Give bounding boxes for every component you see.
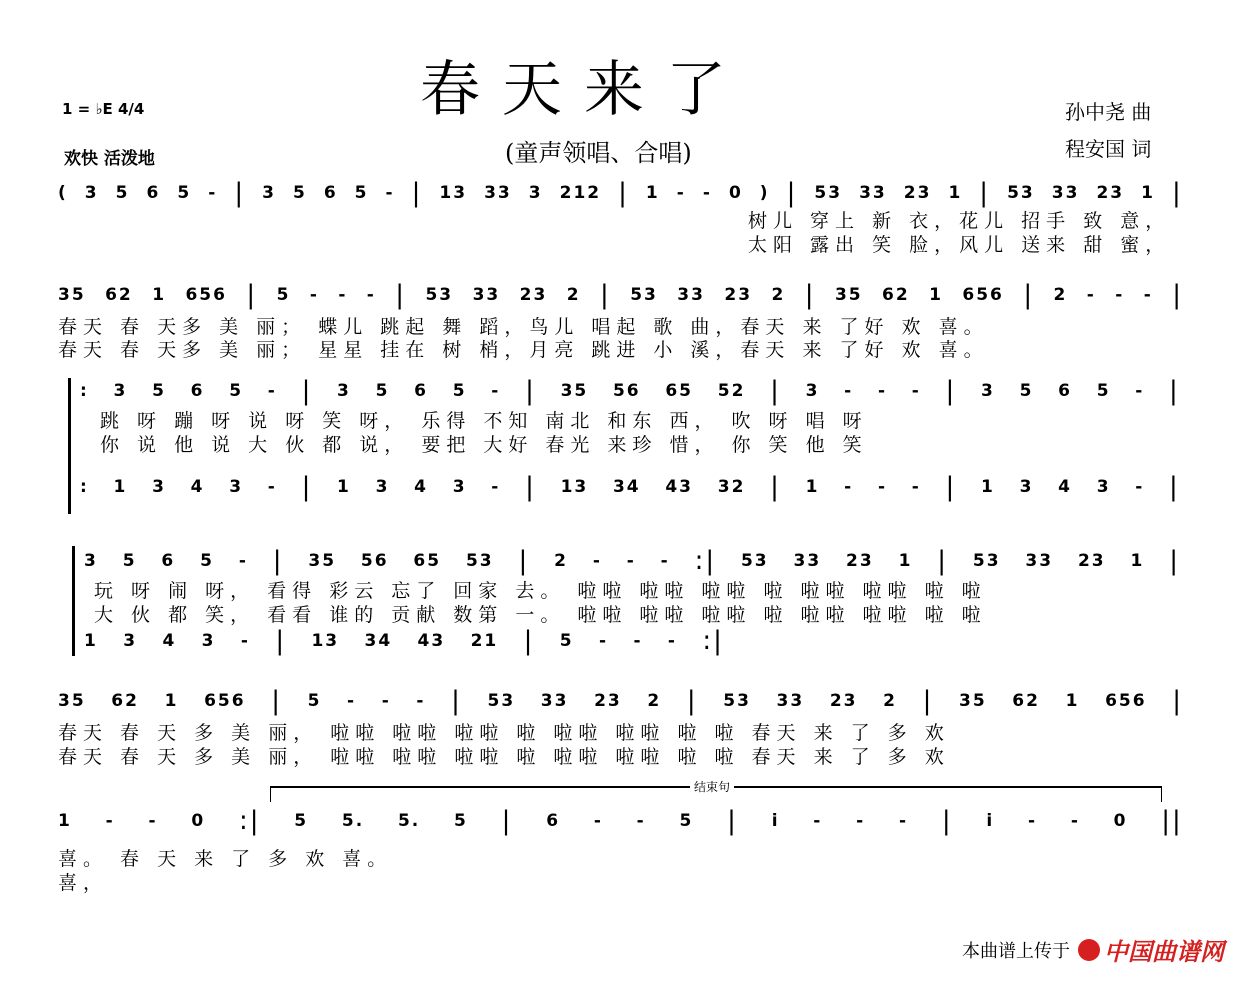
note: 1: [948, 183, 963, 203]
note: 52: [717, 381, 746, 401]
note: 3: [528, 183, 543, 203]
note: 33: [1025, 551, 1054, 571]
note: i: [986, 811, 995, 831]
note: -: [813, 811, 823, 831]
note: 6: [323, 183, 338, 203]
note: -: [491, 381, 501, 401]
lyricist-credit: 程安国 词: [1065, 137, 1152, 161]
barline: |: [246, 280, 258, 310]
note: -: [592, 551, 602, 571]
notation-line-lower: [84, 626, 724, 656]
note: 53: [630, 285, 658, 305]
note: 1: [84, 631, 98, 651]
score-system-2: [58, 280, 1183, 360]
system-brace: [68, 378, 71, 514]
note: -: [1135, 381, 1145, 401]
note: 43: [417, 631, 446, 651]
note: -: [844, 381, 854, 401]
note: -: [877, 381, 888, 401]
note: 5: [276, 285, 291, 305]
note: 1: [1065, 691, 1080, 711]
note: 3: [452, 477, 467, 497]
note: 32: [717, 477, 746, 497]
ending-label: 结束句: [690, 778, 734, 795]
barline: :|: [694, 546, 717, 576]
note: 23: [519, 285, 548, 305]
note: -: [416, 691, 426, 711]
note: -: [309, 285, 319, 305]
note: 33: [776, 691, 805, 711]
note: 5: [307, 691, 322, 711]
note: 3: [337, 381, 351, 401]
note: 3: [805, 381, 820, 401]
note: 5: [454, 811, 468, 831]
note: 53: [425, 285, 454, 305]
note: i: [771, 811, 780, 831]
note: 3: [1096, 477, 1111, 497]
note: 13: [439, 183, 468, 203]
barline: |: [501, 806, 513, 836]
note: 3: [262, 183, 276, 203]
system-brace: [72, 546, 75, 656]
note: 5: [559, 631, 574, 651]
barline: |: [1169, 376, 1180, 406]
note: 6: [146, 183, 161, 203]
barline: |: [411, 178, 423, 208]
note: :: [80, 381, 89, 401]
barline: |: [451, 686, 462, 716]
note: -: [676, 183, 686, 203]
barline: |: [786, 178, 798, 208]
notation-line: [58, 686, 1183, 716]
note: 2: [647, 691, 662, 711]
note: -: [1135, 477, 1145, 497]
barline: |: [618, 178, 629, 208]
note: 23: [594, 691, 622, 711]
note: 13: [311, 631, 340, 651]
note: 53: [465, 551, 494, 571]
note: 23: [903, 183, 932, 203]
note: -: [877, 477, 888, 497]
note: -: [844, 477, 854, 497]
note: 5: [200, 551, 214, 571]
barline: |: [945, 376, 957, 406]
note: 53: [723, 691, 751, 711]
barline: |: [804, 280, 816, 310]
barline: |: [1172, 178, 1183, 208]
composer-credit: 孙中尧 曲: [1065, 100, 1152, 124]
notation-line-upper: [84, 546, 1180, 576]
lyric-line-2: 大 伙 都 笑， 看看 谁的 贡献 数第 一。 啦啦 啦啦 啦啦 啦 啦啦 啦啦 啦 啦: [94, 604, 987, 626]
note: 3: [981, 381, 995, 401]
note: 1: [929, 285, 943, 305]
note: 5: [177, 183, 192, 203]
note: 4: [1058, 477, 1072, 497]
note: -: [1070, 811, 1080, 831]
note: -: [911, 381, 921, 401]
note: 5.: [341, 811, 365, 831]
note: 0: [1113, 811, 1128, 831]
barline: |: [271, 686, 282, 716]
note: -: [208, 183, 218, 203]
note: 65: [665, 381, 694, 401]
barline: |: [518, 546, 530, 576]
site-logo-icon: [1078, 939, 1100, 961]
note: 6: [1058, 381, 1072, 401]
barline: |: [1169, 472, 1180, 502]
note: -: [238, 551, 248, 571]
barline: |: [770, 472, 781, 502]
note: 3: [123, 631, 138, 651]
note: 53: [814, 183, 843, 203]
score-system-4: [84, 546, 1180, 656]
note: 3: [375, 477, 390, 497]
note: 53: [1007, 183, 1035, 203]
notation-line-upper: [80, 376, 1180, 406]
note: 656: [185, 285, 227, 305]
barline: |: [1172, 686, 1183, 716]
note: -: [240, 631, 250, 651]
notation-line-lower: [80, 472, 1180, 502]
note: 656: [204, 691, 246, 711]
note: 13: [560, 477, 589, 497]
note: -: [366, 285, 376, 305]
note: 5: [1019, 381, 1034, 401]
note: 35: [308, 551, 337, 571]
note: 43: [665, 477, 694, 497]
note: 3: [229, 477, 244, 497]
note: -: [1143, 285, 1153, 305]
note: 1: [805, 477, 820, 497]
note: 33: [859, 183, 887, 203]
barline: ||: [1161, 806, 1183, 836]
barline: |: [945, 472, 957, 502]
note: 3: [1019, 477, 1034, 497]
tempo-marking: 欢快 活泼地: [64, 149, 155, 169]
note: -: [898, 811, 909, 831]
score-system-1: [58, 178, 1183, 258]
lyric-line-1: 树儿 穿上 新 衣，花儿 招手 致 意，: [748, 210, 1171, 232]
note: -: [338, 285, 348, 305]
note: 6: [161, 551, 176, 571]
note: 4: [190, 477, 205, 497]
score-system-3: [80, 376, 1180, 516]
note: -: [911, 477, 921, 497]
note: 33: [540, 691, 569, 711]
notation-line: [58, 806, 1183, 836]
barline: :|: [238, 806, 261, 836]
note: 35: [560, 381, 589, 401]
note: 1: [337, 477, 351, 497]
note: 5: [229, 381, 244, 401]
barline: |: [525, 376, 536, 406]
note: 3: [113, 381, 128, 401]
note: -: [702, 183, 712, 203]
barline: |: [1169, 546, 1180, 576]
note: 33: [793, 551, 822, 571]
barline: |: [523, 626, 535, 656]
barline: |: [275, 626, 287, 656]
note: 1: [898, 551, 913, 571]
note: 1: [164, 691, 179, 711]
note: -: [267, 477, 277, 497]
barline: |: [301, 376, 313, 406]
note: 5: [294, 811, 309, 831]
note: 5: [354, 183, 369, 203]
notation-line: [58, 280, 1183, 310]
note: 656: [962, 285, 1004, 305]
note: 5: [1096, 381, 1111, 401]
note: 1: [645, 183, 660, 203]
note: 5: [452, 381, 467, 401]
note: 3: [152, 477, 166, 497]
site-logo[interactable]: [1078, 932, 1224, 967]
note: 4: [162, 631, 177, 651]
lyric-line-1: 春天 春 天多 美 丽； 蝶儿 跳起 舞 蹈，鸟儿 唱起 歌 曲，春天 来 了好 欢 喜。: [58, 316, 989, 338]
song-subtitle: (童声领唱、合唱): [505, 139, 692, 167]
note: -: [636, 811, 646, 831]
note: -: [856, 811, 866, 831]
note: -: [148, 811, 158, 831]
upload-footer: [962, 932, 1224, 967]
note: 2: [566, 285, 581, 305]
note: -: [660, 551, 670, 571]
note: 5: [292, 183, 307, 203]
note: 23: [724, 285, 753, 305]
note: 65: [413, 551, 442, 571]
note: 33: [1051, 183, 1080, 203]
note: -: [491, 477, 501, 497]
notation-line: [58, 178, 1183, 208]
score-system-5: [58, 686, 1183, 766]
note: 53: [487, 691, 516, 711]
note: 3: [84, 551, 98, 571]
note: 33: [472, 285, 501, 305]
note: 23: [829, 691, 858, 711]
site-logo-text: 中国曲谱网: [1104, 938, 1224, 966]
note: 0: [191, 811, 206, 831]
note: 23: [1096, 183, 1125, 203]
note: -: [385, 183, 395, 203]
barline: |: [301, 472, 313, 502]
note: 1: [113, 477, 128, 497]
note: 0: [728, 183, 743, 203]
song-title: 春天来了: [420, 55, 748, 125]
lyric-line-2: 春天 春 天 多 美 丽， 啦啦 啦啦 啦啦 啦 啦啦 啦啦 啦 啦 春天 来 了 多 欢: [58, 746, 950, 768]
note: 35: [834, 285, 863, 305]
note: 5.: [397, 811, 421, 831]
barline: |: [600, 280, 611, 310]
lyric-line-1: 喜。 春 天 来 了 多 欢 喜。: [58, 848, 393, 870]
note: 23: [1077, 551, 1106, 571]
note: -: [633, 631, 643, 651]
note: 21: [470, 631, 499, 651]
footer-text: 本曲谱上传于: [962, 940, 1070, 962]
note: 6: [414, 381, 429, 401]
note: 33: [484, 183, 512, 203]
note: 656: [1105, 691, 1147, 711]
note: 5: [375, 381, 390, 401]
note: -: [1115, 285, 1125, 305]
barline: |: [979, 178, 991, 208]
note: -: [1027, 811, 1038, 831]
note: 2: [771, 285, 786, 305]
note: 56: [360, 551, 389, 571]
barline: |: [395, 280, 407, 310]
note: 1: [1141, 183, 1155, 203]
lyric-line-2: 春天 春 天多 美 丽； 星星 挂在 树 梢，月亮 跳进 小 溪，春天 来 了好 欢 喜。: [58, 339, 989, 361]
note: -: [626, 551, 636, 571]
note: 53: [740, 551, 769, 571]
note: 5: [122, 551, 137, 571]
note: 1: [981, 477, 995, 497]
note: 4: [414, 477, 429, 497]
note: 3: [201, 631, 216, 651]
note: :: [80, 477, 89, 497]
note: 1: [58, 811, 72, 831]
key-signature: 1 = ♭E 4/4: [62, 100, 145, 118]
lyric-line-2: 你 说 他 说 大 伙 都 说， 要把 大好 春光 来珍 惜， 你 笑 他 笑: [100, 434, 868, 456]
score-system-6: [58, 806, 1183, 896]
barline: |: [686, 686, 698, 716]
note: 53: [972, 551, 1001, 571]
note: -: [667, 631, 677, 651]
note: 2: [883, 691, 897, 711]
note: -: [381, 691, 391, 711]
note: 62: [1012, 691, 1040, 711]
note: -: [1086, 285, 1096, 305]
lyric-line-1: 春天 春 天 多 美 丽， 啦啦 啦啦 啦啦 啦 啦啦 啦啦 啦 啦 春天 来 了 多 欢: [58, 722, 950, 744]
lyric-line-1: 跳 呀 蹦 呀 说 呀 笑 呀， 乐得 不知 南北 和东 西， 吹 呀 唱 呀: [100, 410, 868, 432]
barline: |: [922, 686, 934, 716]
note: -: [267, 381, 277, 401]
note: 1: [1130, 551, 1145, 571]
note: 35: [959, 691, 987, 711]
note: 56: [612, 381, 641, 401]
note: 2: [554, 551, 568, 571]
barline: :|: [702, 626, 724, 656]
note: 2: [1053, 285, 1068, 305]
note: 5: [679, 811, 694, 831]
note: 62: [882, 285, 910, 305]
note: -: [593, 811, 603, 831]
note: -: [105, 811, 115, 831]
barline: |: [941, 806, 953, 836]
note: 5: [115, 183, 130, 203]
note: ): [759, 183, 770, 203]
barline: |: [234, 178, 246, 208]
lyric-line-2: 喜，: [58, 872, 109, 894]
barline: |: [727, 806, 738, 836]
note: 6: [546, 811, 561, 831]
note: -: [599, 631, 609, 651]
note: 212: [559, 183, 602, 203]
note: 35: [58, 285, 86, 305]
note: 62: [111, 691, 139, 711]
barline: |: [937, 546, 949, 576]
note: 34: [364, 631, 393, 651]
note: 23: [846, 551, 874, 571]
note: 1: [152, 285, 167, 305]
note: 62: [105, 285, 133, 305]
note: 3: [84, 183, 99, 203]
barline: |: [272, 546, 284, 576]
lyric-line-2: 太阳 露出 笑 脸，风儿 送来 甜 蜜，: [748, 234, 1171, 256]
barline: |: [1172, 280, 1183, 310]
note: 33: [677, 285, 705, 305]
lyric-line-1: 玩 呀 闹 呀， 看得 彩云 忘了 回家 去。 啦啦 啦啦 啦啦 啦 啦啦 啦啦 啦 啦: [94, 580, 987, 602]
note: 34: [612, 477, 641, 497]
barline: |: [1023, 280, 1035, 310]
note: 35: [58, 691, 86, 711]
note: 6: [190, 381, 205, 401]
note: 5: [152, 381, 166, 401]
barline: |: [525, 472, 536, 502]
barline: |: [770, 376, 781, 406]
note: (: [58, 183, 68, 203]
note: -: [347, 691, 357, 711]
